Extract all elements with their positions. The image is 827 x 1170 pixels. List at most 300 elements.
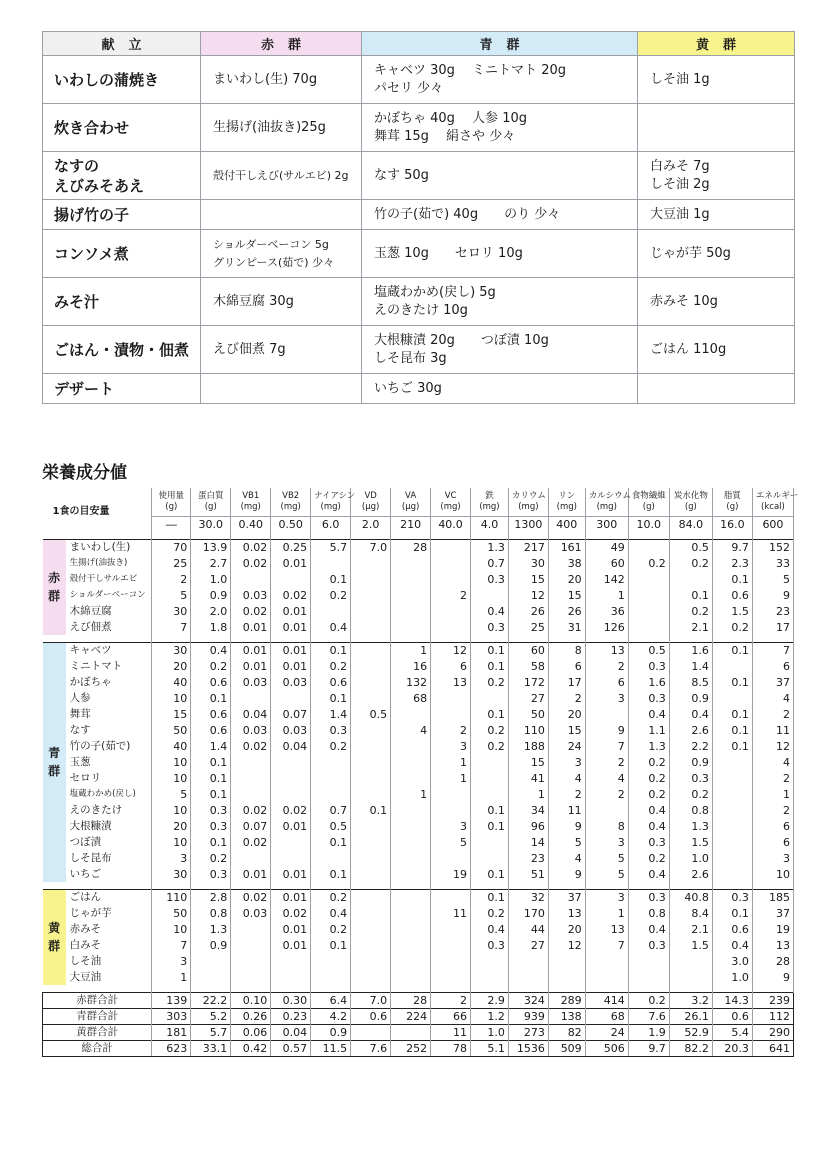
food-value: [391, 706, 431, 722]
menu-cell-line: 生揚げ(油抜き)25g: [213, 119, 326, 135]
column-header: [271, 488, 311, 516]
column-name: カリウム: [511, 491, 546, 501]
food-value: [351, 834, 391, 850]
food-value: [311, 850, 351, 866]
target-value: 2.0: [351, 516, 391, 532]
spacer-cell: [752, 882, 793, 889]
food-value: 172: [508, 674, 548, 690]
food-value: 1: [431, 754, 471, 770]
food-value: [351, 658, 391, 674]
food-value: [431, 539, 471, 555]
food-value: [351, 770, 391, 786]
food-value: 28: [752, 953, 793, 969]
column-header: [585, 488, 631, 516]
food-value: 0.01: [231, 866, 271, 882]
food-value: 13: [585, 642, 628, 658]
food-value: 0.1: [311, 642, 351, 658]
column-unit: (mg): [479, 502, 500, 512]
column-unit: (g): [642, 502, 655, 512]
food-value: 0.03: [231, 674, 271, 690]
food-value: 60: [585, 555, 628, 571]
food-row: [43, 969, 794, 985]
food-value: 5.7: [311, 539, 351, 555]
food-value: [231, 953, 271, 969]
spacer-cell: [271, 635, 311, 642]
food-value: [712, 866, 752, 882]
food-value: 3: [548, 754, 585, 770]
menu-cell-line: 舞茸 15g 絹さや 少々: [374, 128, 516, 144]
food-value: 5: [752, 571, 793, 587]
column-unit: (μg): [361, 502, 380, 512]
group-label-text: 青群: [48, 746, 61, 779]
food-name: 舞茸: [66, 706, 152, 722]
column-name: 脂質: [723, 491, 741, 501]
total-value: 509: [548, 1040, 585, 1056]
food-value: 24: [548, 738, 585, 754]
food-value: [471, 953, 509, 969]
food-value: 9: [752, 587, 793, 603]
food-value: 0.3: [471, 937, 509, 953]
food-value: 0.1: [191, 754, 231, 770]
food-name: 竹の子(茹で): [66, 738, 152, 754]
food-value: [231, 690, 271, 706]
food-value: 0.1: [471, 889, 509, 905]
food-value: 68: [391, 690, 431, 706]
spacer-cell: [391, 532, 431, 539]
food-value: 0.03: [231, 905, 271, 921]
food-value: 3: [585, 889, 628, 905]
food-value: 3: [431, 738, 471, 754]
spacer-cell: [752, 532, 793, 539]
menu-row: [43, 374, 795, 404]
food-value: [231, 850, 271, 866]
column-unit: (mg): [280, 502, 301, 512]
food-value: [431, 555, 471, 571]
total-value: 1.0: [471, 1024, 509, 1040]
total-value: 303: [152, 1008, 191, 1024]
column-header: [548, 488, 585, 516]
food-value: 9: [585, 722, 628, 738]
menu-red-cell: [201, 56, 362, 104]
total-value: 9.7: [628, 1040, 669, 1056]
food-value: 34: [508, 802, 548, 818]
target-value: 40.0: [431, 516, 471, 532]
menu-row: [43, 56, 795, 104]
food-value: 10: [152, 690, 191, 706]
food-row: [43, 921, 794, 937]
food-value: 0.1: [311, 571, 351, 587]
total-value: 0.9: [311, 1024, 351, 1040]
food-value: 0.9: [191, 587, 231, 603]
food-value: [471, 770, 509, 786]
food-value: 5: [431, 834, 471, 850]
food-value: [351, 754, 391, 770]
total-value: 0.30: [271, 992, 311, 1008]
food-value: 7.0: [351, 539, 391, 555]
food-value: 0.01: [271, 866, 311, 882]
food-value: [351, 555, 391, 571]
spacer-cell: [669, 985, 712, 992]
food-name: キャベツ: [66, 642, 152, 658]
food-value: 50: [152, 722, 191, 738]
food-value: [712, 834, 752, 850]
total-value: 5.2: [191, 1008, 231, 1024]
spacer-cell: [152, 882, 191, 889]
food-name: 人参: [66, 690, 152, 706]
menu-cell-line: キャベツ 30g ミニトマト 20g: [374, 62, 566, 78]
total-value: 0.2: [628, 992, 669, 1008]
food-row: [43, 603, 794, 619]
spacer-cell: [351, 985, 391, 992]
food-value: 0.7: [471, 555, 509, 571]
food-value: [351, 738, 391, 754]
total-value: 939: [508, 1008, 548, 1024]
spacer-cell: [712, 635, 752, 642]
column-unit: (mg): [556, 502, 577, 512]
food-value: 0.1: [311, 690, 351, 706]
spacer-cell: [548, 532, 585, 539]
menu-row: [43, 230, 795, 278]
total-value: 290: [752, 1024, 793, 1040]
food-name: 大根糠漬: [66, 818, 152, 834]
menu-green-cell: [362, 56, 638, 104]
spacer-cell: [191, 882, 231, 889]
food-value: 0.2: [628, 786, 669, 802]
food-value: 28: [391, 539, 431, 555]
total-value: 0.57: [271, 1040, 311, 1056]
food-value: 161: [548, 539, 585, 555]
food-value: 1.3: [669, 818, 712, 834]
food-value: [271, 834, 311, 850]
column-name: VA: [405, 491, 417, 501]
food-value: 37: [548, 889, 585, 905]
food-value: 1.0: [712, 969, 752, 985]
food-value: 0.1: [712, 722, 752, 738]
food-value: 0.3: [191, 802, 231, 818]
food-value: [391, 738, 431, 754]
food-value: 5: [152, 786, 191, 802]
food-name: 殻付干しサルエビ: [66, 571, 152, 587]
total-value: 52.9: [669, 1024, 712, 1040]
menu-cell-line: 竹の子(茹で) 40g のり 少々: [374, 206, 561, 222]
food-value: 13: [752, 937, 793, 953]
menu-cell-line: えのきたけ 10g: [374, 302, 468, 318]
food-value: [351, 969, 391, 985]
spacer-cell: [628, 985, 669, 992]
food-value: [585, 706, 628, 722]
spacer-cell: [471, 882, 509, 889]
food-value: [471, 786, 509, 802]
column-name: ナイアシン: [314, 491, 356, 501]
total-value: 506: [585, 1040, 628, 1056]
food-value: 20: [152, 818, 191, 834]
food-value: 5: [585, 866, 628, 882]
food-value: 0.3: [628, 658, 669, 674]
total-value: 2: [431, 992, 471, 1008]
food-value: [712, 754, 752, 770]
food-value: 1.4: [311, 706, 351, 722]
total-value: 14.3: [712, 992, 752, 1008]
target-value: 600: [752, 516, 793, 532]
spacer-cell: [271, 882, 311, 889]
food-value: 3: [431, 818, 471, 834]
spacer-cell: [351, 532, 391, 539]
spacer-cell: [712, 532, 752, 539]
menu-green-cell: [362, 230, 638, 278]
total-row: [43, 1008, 794, 1024]
spacer-cell: [311, 532, 351, 539]
food-value: 0.1: [712, 706, 752, 722]
food-value: [231, 786, 271, 802]
food-value: 0.4: [628, 802, 669, 818]
food-value: [351, 571, 391, 587]
spacer-row: [43, 985, 794, 992]
total-value: 252: [391, 1040, 431, 1056]
menu-cell-line: ごはん・漬物・佃煮: [54, 340, 190, 359]
total-value: 7.6: [628, 1008, 669, 1024]
menu-green-cell: [362, 326, 638, 374]
header-red-group: 赤群: [201, 32, 362, 56]
food-value: 0.1: [191, 834, 231, 850]
menu-dish-cell: [43, 326, 201, 374]
total-row: [43, 1024, 794, 1040]
menu-cell-line: 玉葱 10g セロリ 10g: [374, 245, 523, 261]
food-value: [231, 937, 271, 953]
spacer-cell: [152, 985, 191, 992]
food-value: 49: [585, 539, 628, 555]
food-value: 0.6: [191, 674, 231, 690]
food-value: 0.1: [712, 674, 752, 690]
food-value: 26: [508, 603, 548, 619]
food-value: 0.5: [351, 706, 391, 722]
food-value: 6: [752, 658, 793, 674]
food-value: 0.1: [351, 802, 391, 818]
food-value: [271, 850, 311, 866]
column-name: カルシウム: [588, 491, 631, 501]
food-value: 1: [391, 786, 431, 802]
food-value: 1.0: [669, 850, 712, 866]
column-header: [431, 488, 471, 516]
spacer-cell: [471, 985, 509, 992]
food-value: 0.4: [628, 706, 669, 722]
food-value: 32: [508, 889, 548, 905]
food-value: 12: [508, 587, 548, 603]
food-value: 12: [431, 642, 471, 658]
food-row: [43, 555, 794, 571]
column-name: エネルギー: [755, 491, 799, 501]
food-value: 142: [585, 571, 628, 587]
food-value: 0.4: [669, 706, 712, 722]
target-row: [43, 516, 794, 532]
menu-green-cell: [362, 200, 638, 230]
food-row: [43, 802, 794, 818]
food-value: 44: [508, 921, 548, 937]
food-value: [712, 818, 752, 834]
food-name: つぼ漬: [66, 834, 152, 850]
menu-yellow-cell: [638, 230, 795, 278]
food-value: [431, 802, 471, 818]
menu-red-cell: [201, 374, 362, 404]
food-value: 2: [585, 754, 628, 770]
target-value: 4.0: [471, 516, 509, 532]
food-value: 50: [508, 706, 548, 722]
food-value: [548, 953, 585, 969]
food-value: 4: [548, 770, 585, 786]
food-value: 13: [585, 921, 628, 937]
group-label: [43, 642, 66, 882]
menu-cell-line: かぼちゃ 40g 人参 10g: [374, 110, 527, 126]
total-value: 78: [431, 1040, 471, 1056]
food-value: 0.02: [231, 889, 271, 905]
column-unit: (mg): [518, 502, 539, 512]
menu-dish-cell: [43, 56, 201, 104]
food-value: 1: [585, 905, 628, 921]
column-name: VD: [364, 491, 377, 501]
food-value: 1.3: [628, 738, 669, 754]
food-row: [43, 619, 794, 635]
menu-cell-line: 木綿豆腐 30g: [213, 293, 294, 309]
spacer-row: [43, 635, 794, 642]
food-value: [271, 969, 311, 985]
food-value: 0.2: [191, 850, 231, 866]
spacer-cell: [43, 635, 66, 642]
menu-cell-line: いちご 30g: [374, 380, 442, 396]
food-value: [351, 850, 391, 866]
nutrition-table: [42, 488, 799, 1057]
menu-cell-line: 殻付干しえび(サルエビ) 2g: [213, 168, 349, 182]
food-value: 3.0: [712, 953, 752, 969]
column-name: リン: [558, 491, 576, 501]
food-value: 40: [152, 674, 191, 690]
spacer-cell: [391, 635, 431, 642]
food-name: じゃが芋: [66, 905, 152, 921]
spacer-cell: [585, 532, 628, 539]
menu-dish-cell: [43, 278, 201, 326]
menu-yellow-cell: [638, 326, 795, 374]
food-row: [43, 571, 794, 587]
spacer-cell: [231, 635, 271, 642]
food-value: 11: [548, 802, 585, 818]
food-value: 8: [585, 818, 628, 834]
total-value: 66: [431, 1008, 471, 1024]
food-value: 0.03: [271, 674, 311, 690]
food-value: 30: [152, 866, 191, 882]
food-value: [191, 953, 231, 969]
menu-dish-cell: [43, 374, 201, 404]
spacer-row: [43, 882, 794, 889]
food-value: [351, 587, 391, 603]
food-value: 23: [752, 603, 793, 619]
spacer-cell: [628, 635, 669, 642]
total-value: 0.06: [231, 1024, 271, 1040]
food-value: 0.01: [271, 921, 311, 937]
total-value: 5.7: [191, 1024, 231, 1040]
food-value: 20: [548, 571, 585, 587]
food-value: 0.02: [271, 802, 311, 818]
column-header: [712, 488, 752, 516]
food-value: 217: [508, 539, 548, 555]
food-row: [43, 866, 794, 882]
food-value: [628, 571, 669, 587]
food-value: 11: [431, 905, 471, 921]
food-value: 0.1: [712, 905, 752, 921]
food-value: [712, 690, 752, 706]
food-value: [391, 866, 431, 882]
food-value: [391, 587, 431, 603]
spacer-cell: [431, 985, 471, 992]
total-value: 2.9: [471, 992, 509, 1008]
menu-yellow-cell: [638, 374, 795, 404]
target-value: 16.0: [712, 516, 752, 532]
food-value: 13: [548, 905, 585, 921]
food-value: 1: [508, 786, 548, 802]
food-value: 30: [152, 603, 191, 619]
total-value: 26.1: [669, 1008, 712, 1024]
food-value: 0.1: [471, 818, 509, 834]
total-value: 68: [585, 1008, 628, 1024]
food-value: 0.2: [311, 738, 351, 754]
menu-dish-cell: [43, 104, 201, 152]
food-value: 3: [585, 834, 628, 850]
food-value: 1.4: [669, 658, 712, 674]
food-value: 5: [548, 834, 585, 850]
food-value: 0.6: [191, 722, 231, 738]
spacer-cell: [508, 635, 548, 642]
food-value: [712, 802, 752, 818]
total-value: 1.9: [628, 1024, 669, 1040]
column-header: [231, 488, 271, 516]
food-value: 0.3: [628, 937, 669, 953]
menu-cell-line: じゃが芋 50g: [650, 245, 731, 261]
spacer-cell: [471, 532, 509, 539]
food-value: [231, 969, 271, 985]
food-value: 26: [548, 603, 585, 619]
food-value: 0.1: [191, 770, 231, 786]
food-value: 30: [508, 555, 548, 571]
spacer-cell: [43, 532, 66, 539]
menu-row: [43, 326, 795, 374]
food-value: [431, 690, 471, 706]
food-value: [471, 587, 509, 603]
food-value: 4: [391, 722, 431, 738]
food-value: [471, 969, 509, 985]
food-value: [391, 850, 431, 866]
food-value: [271, 571, 311, 587]
food-name: セロリ: [66, 770, 152, 786]
food-value: 0.01: [271, 889, 311, 905]
food-value: 0.01: [231, 658, 271, 674]
menu-yellow-cell: [638, 104, 795, 152]
food-value: 0.3: [628, 690, 669, 706]
food-row: [43, 722, 794, 738]
food-value: 1.6: [669, 642, 712, 658]
column-name: 炭水化物: [673, 491, 708, 501]
total-value: 0.6: [712, 1008, 752, 1024]
column-header: [152, 488, 191, 516]
spacer-cell: [351, 635, 391, 642]
food-value: [712, 786, 752, 802]
food-value: 1.1: [628, 722, 669, 738]
food-value: 0.2: [471, 674, 509, 690]
food-value: [431, 706, 471, 722]
column-name: VB2: [282, 491, 300, 501]
food-value: 16: [391, 658, 431, 674]
spacer-cell: [66, 882, 152, 889]
target-value: 210: [391, 516, 431, 532]
food-value: 2.3: [712, 555, 752, 571]
food-value: 10: [152, 770, 191, 786]
food-value: 0.3: [311, 722, 351, 738]
